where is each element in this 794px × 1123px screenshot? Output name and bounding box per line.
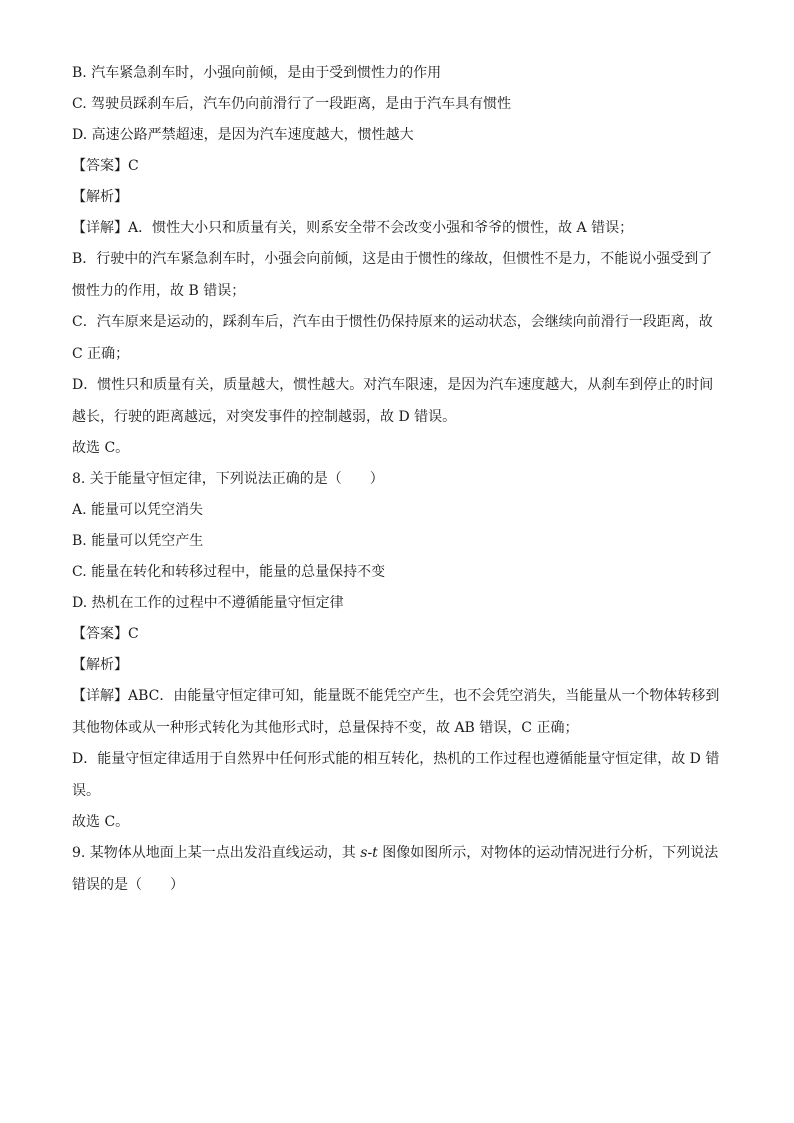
q7-detail-c-line2: C 正确； <box>72 346 130 362</box>
q7-detail-b-line1: B．行驶中的汽车紧急刹车时，小强会向前倾，这是由于惯性的缘故，但惯性不是力，不能说小强受到了 <box>72 251 713 267</box>
q7-analysis-label: 【解析】 <box>72 189 128 205</box>
q8-stem: 8. 关于能量守恒定律，下列说法正确的是（ ） <box>72 471 384 487</box>
q8-detail-d-line2: 误。 <box>72 783 100 799</box>
q7-detail-d-line2: 越长，行驶的距离越远，对突发事件的控制越弱，故 D 错误。 <box>72 409 457 425</box>
q8-detail-d-line1: D．能量守恒定律适用于自然界中任何形式能的相互转化，热机的工作过程也遵循能量守恒定律，故 D 错 <box>72 751 720 767</box>
q9-stem-suffix: 图像如图所示，对物体的运动情况进行分析，下列说法 <box>377 845 719 861</box>
q9-stem-line1 <box>72 843 724 863</box>
q7-answer: 【答案】C <box>72 158 139 174</box>
q7-detail-c-line1: C．汽车原来是运动的，踩刹车后，汽车由于惯性仍保持原来的运动状态，会继续向前滑行一段距离，故 <box>72 314 713 330</box>
q9-stem <box>72 843 724 895</box>
q8-option-b: B. 能量可以凭空产生 <box>72 533 204 549</box>
q8-detail-d <box>72 749 724 801</box>
q8-option-a: A. 能量可以凭空消失 <box>72 502 204 518</box>
q7-option-c: C. 驾驶员踩刹车后，汽车仍向前滑行了一段距离，是由于汽车具有惯性 <box>72 96 512 112</box>
q7-detail-b-line2: 惯性力的作用，故 B 错误； <box>72 283 246 299</box>
q7-detail-d-line1: D．惯性只和质量有关，质量越大，惯性越大。对汽车限速，是因为汽车速度越大，从刹车到停止的时间 <box>72 377 714 393</box>
q8-detail-abc-line1: 【详解】ABC．由能量守恒定律可知，能量既不能凭空产生，也不会凭空消失，当能量从一个物体转移到 <box>72 688 720 704</box>
q8-analysis-label: 【解析】 <box>72 657 128 673</box>
q7-detail-c <box>72 312 724 364</box>
q7-detail-a: 【详解】A．惯性大小只和质量有关，则系安全带不会改变小强和爷爷的惯性，故 A 错误； <box>72 220 634 236</box>
q8-option-d: D. 热机在工作的过程中不遵循能量守恒定律 <box>72 595 344 611</box>
q7-option-b: B. 汽车紧急刹车时，小强向前倾，是由于受到惯性力的作用 <box>72 65 442 81</box>
q7-conclusion: 故选 C。 <box>72 440 130 456</box>
q9-stem-prefix: 9. 某物体从地面上某一点出发沿直线运动，其 <box>72 845 361 861</box>
q7-detail-b <box>72 249 724 301</box>
q8-option-c: C. 能量在转化和转移过程中，能量的总量保持不变 <box>72 564 386 580</box>
q9-stem-line2: 错误的是（ ） <box>72 877 184 893</box>
q8-conclusion: 故选 C。 <box>72 814 130 830</box>
q7-detail-d <box>72 375 724 427</box>
q8-answer: 【答案】C <box>72 626 139 642</box>
q9-stem-italic: s-t <box>360 845 378 861</box>
q7-option-d: D. 高速公路严禁超速，是因为汽车速度越大，惯性越大 <box>72 127 414 143</box>
q8-detail-abc-line2: 其他物体或从一种形式转化为其他形式时，总量保持不变，故 AB 错误，C 正确； <box>72 720 579 736</box>
q8-detail-abc <box>72 686 724 738</box>
